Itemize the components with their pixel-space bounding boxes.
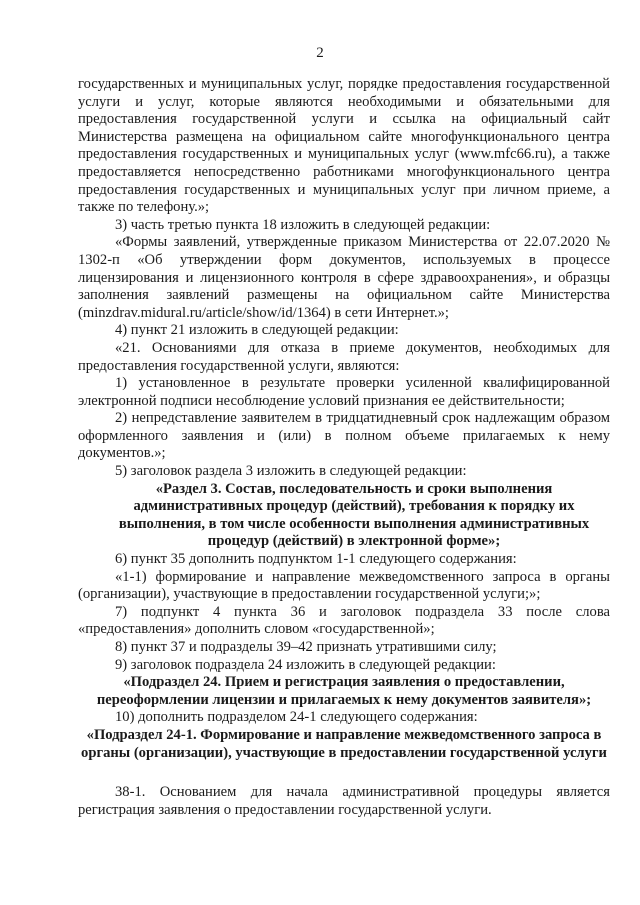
paragraph-item-5: 5) заголовок раздела 3 изложить в следующей редакции: xyxy=(115,463,467,480)
paragraph-item-4: 4) пункт 21 изложить в следующей редакции: xyxy=(115,322,399,339)
page-number: 2 xyxy=(316,45,324,61)
document-body xyxy=(78,76,610,819)
paragraph-item-6: 6) пункт 35 дополнить подпунктом 1-1 следующего содержания: xyxy=(115,551,517,568)
paragraph-item-7: 7) подпункт 4 пункта 36 и заголовок подраздела 33 после слова «предоставления» дополнить словом «государственной»; xyxy=(78,603,610,638)
paragraph-subpoint-1-1: «1-1) формирование и направление межведомственного запроса в органы (организации), участвующие в предоставлении государственной услуги;»; xyxy=(78,568,610,603)
heading-section-3: «Раздел 3. Состав, последовательность и сроки выполнения административных процедур (действий), требования к порядку их выполнения, в том числе особенности выполнения административных процедур (действий) в электронной форме»; xyxy=(118,480,590,550)
paragraph-point-21: «21. Основаниями для отказа в приеме документов, необходимых для предоставления государственной услуги, являются: xyxy=(78,339,610,374)
paragraph-item-9: 9) заголовок подраздела 24 изложить в следующей редакции: xyxy=(115,656,496,673)
paragraph-continuation: государственных и муниципальных услуг, порядке предоставления государственной услуги и услуг, которые являются необходимыми и обязательными для предоставления государственной услуги и ссылка на официальный сайт Министерства размещена на официальном сайте многофункционального центра предоставления государственных и муниципальных услуг (www.mfc66.ru), а также предоставляется непосредственно работниками многофункционального центра предоставления государственных и муниципальных услуг при личном приеме, а также по телефону.»; xyxy=(78,76,610,216)
paragraph-item-8: 8) пункт 37 и подразделы 39–42 признать утратившими силу; xyxy=(115,639,497,655)
paragraph-38-1: 38-1. Основанием для начала административной процедуры является регистрация заявления о предоставлении государственной услуги. xyxy=(78,784,610,818)
paragraph-forms-quote: «Формы заявлений, утвержденные приказом Министерства от 22.07.2020 № 1302-п «Об утверждении форм документов, используемых в процессе лицензирования и лицензионного контроля в сфере здравоохранения», и образцы заполнения заявлений размещены на официальном сайте Министерства (minzdrav.midural.ru/article/show/id/1364) в сети Интернет.»; xyxy=(78,234,610,321)
paragraph-subpoint-2: 2) непредставление заявителем в тридцатидневный срок надлежащим образом оформленного заявления и (или) в полном объеме прилагаемых к нему документов.»; xyxy=(78,410,610,462)
paragraph-subpoint-1: 1) установленное в результате проверки усиленной квалифицированной электронной подписи несоблюдение условий признания ее действительности; xyxy=(78,375,610,409)
heading-subsection-24-1: «Подраздел 24-1. Формирование и направление межведомственного запроса в органы (организации), участвующие в предоставлении государственной услуги xyxy=(81,726,607,761)
spacer xyxy=(78,762,610,784)
paragraph-item-3: 3) часть третью пункта 18 изложить в следующей редакции: xyxy=(115,216,491,233)
paragraph-item-10: 10) дополнить подразделом 24-1 следующего содержания: xyxy=(115,709,478,726)
heading-subsection-24: «Подраздел 24. Прием и регистрация заявления о предоставлении, переоформлении лицензии и прилагаемых к нему документов заявителя»; xyxy=(96,674,592,708)
